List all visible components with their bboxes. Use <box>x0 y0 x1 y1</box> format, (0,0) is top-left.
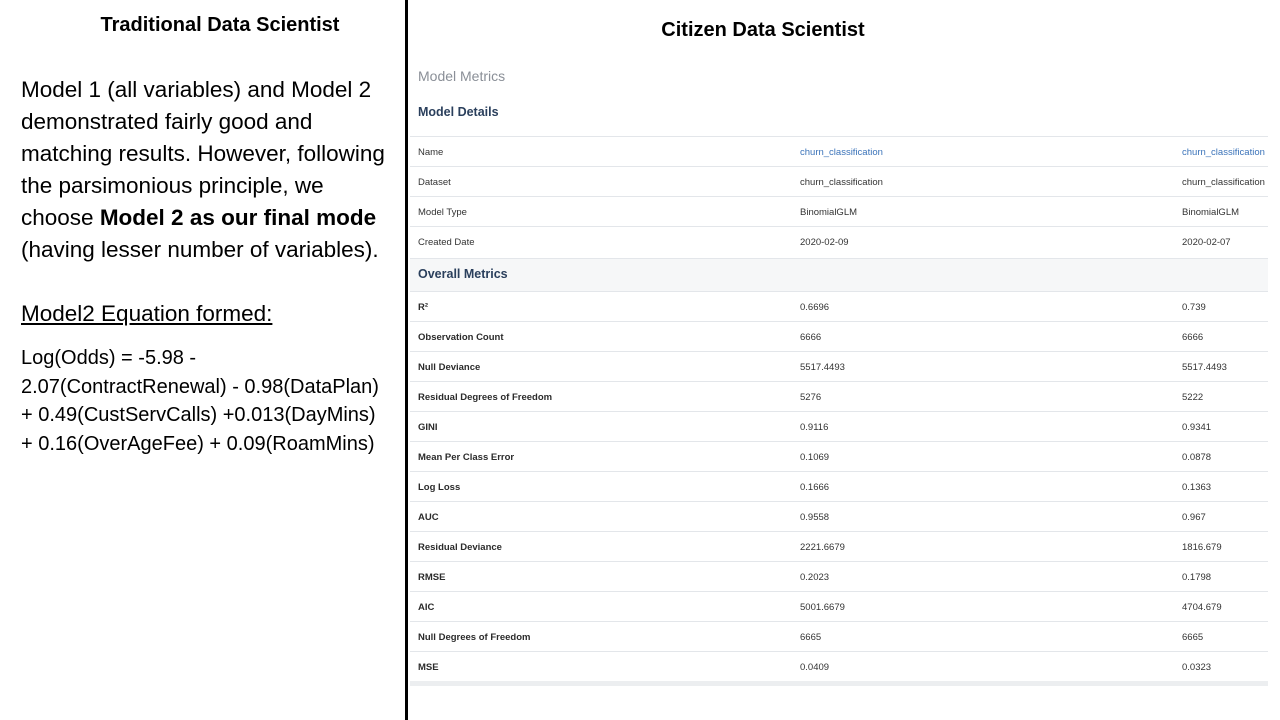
model-2-name-link[interactable]: churn_classification <box>1182 147 1265 158</box>
metric-row-residual-deviance <box>410 531 1268 562</box>
metric-row-r2 <box>410 291 1268 322</box>
model-1-value: 0.0409 <box>800 662 830 673</box>
conclusion-intro: Model 1 (all variables) and Model 2 demonstrated fairly good and matching results. However, following the parsimonious principle, we choose <box>21 77 385 230</box>
row-label: Name <box>418 147 444 158</box>
metric-row-null-deviance <box>410 351 1268 382</box>
row-label: Residual Deviance <box>418 542 502 553</box>
equation-text: Log(Odds) = -5.98 - 2.07(ContractRenewal) - 0.98(DataPlan) + 0.49(CustServCalls) +0.013(DayMins) + 0.16(OverAgeFee) + 0.09(RoamMins) <box>21 347 379 455</box>
model-1-value: 0.1069 <box>800 452 830 463</box>
traditional-title: Traditional Data Scientist <box>100 14 340 36</box>
details-row-created-date <box>410 226 1268 257</box>
model-1-value: 5001.6679 <box>800 602 845 613</box>
model-2-value: 6666 <box>1182 332 1204 343</box>
model-details-label: Model Details <box>418 105 499 119</box>
model-2-value: 0.0878 <box>1182 452 1212 463</box>
row-label: AUC <box>418 512 439 523</box>
model-1-value: 2020-02-09 <box>800 237 849 248</box>
metric-row-mean-per-class-error <box>410 441 1268 472</box>
model-1-name-link[interactable]: churn_classification <box>800 147 883 158</box>
row-label: Observation Count <box>418 332 504 343</box>
metric-row-log-loss <box>410 471 1268 502</box>
model-2-value: 2020-02-07 <box>1182 237 1231 248</box>
model-2-value: 0.967 <box>1182 512 1206 523</box>
traditional-text <box>21 74 391 458</box>
model-1-value: 0.1666 <box>800 482 830 493</box>
model-2-value: 6665 <box>1182 632 1204 643</box>
row-label: RMSE <box>418 572 446 583</box>
metric-row-observation-count <box>410 321 1268 352</box>
model-2-value: 0.0323 <box>1182 662 1212 673</box>
model-1-value: 5517.4493 <box>800 362 845 373</box>
row-label: Null Degrees of Freedom <box>418 632 531 643</box>
model-metrics-panel <box>410 62 1268 686</box>
row-label: Mean Per Class Error <box>418 452 515 463</box>
model-2-value: BinomialGLM <box>1182 207 1240 218</box>
details-row-model-type <box>410 196 1268 227</box>
model-2-value: 1816.679 <box>1182 542 1222 553</box>
row-label: GINI <box>418 422 438 433</box>
row-label: AIC <box>418 602 435 613</box>
overall-metrics-label: Overall Metrics <box>418 267 508 281</box>
model-1-value: 0.9116 <box>800 422 829 433</box>
conclusion-bold: Model 2 as our final mode <box>99 205 377 230</box>
model-2-value: 0.1363 <box>1182 482 1212 493</box>
model-2-value: 4704.679 <box>1182 602 1222 613</box>
equation-heading: Model2 Equation formed: <box>21 301 273 326</box>
row-label: Dataset <box>418 177 451 188</box>
metric-row-residual-dof <box>410 381 1268 412</box>
metric-row-null-dof <box>410 621 1268 652</box>
model-2-value: 5517.4493 <box>1182 362 1227 373</box>
model-1-value: 0.9558 <box>800 512 830 523</box>
panel-heading: Model Metrics <box>418 68 506 84</box>
model-2-value: 0.1798 <box>1182 572 1212 583</box>
row-label: Created Date <box>418 237 475 248</box>
metric-row-aic <box>410 591 1268 622</box>
model-2-value: 0.9341 <box>1182 422 1212 433</box>
row-label: Residual Degrees of Freedom <box>418 392 553 403</box>
conclusion-end: (having lesser number of variables). <box>21 237 379 262</box>
row-label: Log Loss <box>418 482 461 493</box>
row-label: Null Deviance <box>418 362 481 373</box>
metric-row-auc <box>410 501 1268 532</box>
metric-row-mse <box>410 651 1268 682</box>
details-row-name <box>410 136 1268 167</box>
metric-row-gini <box>410 411 1268 442</box>
paragraph-gap <box>21 266 391 298</box>
model-2-value: 5222 <box>1182 392 1204 403</box>
row-label: R² <box>418 302 429 313</box>
model-1-value: 6666 <box>800 332 822 343</box>
model-1-value: 2221.6679 <box>800 542 845 553</box>
model-2-value: churn_classification <box>1182 177 1265 188</box>
model-1-value: 0.6696 <box>800 302 830 313</box>
overall-metrics-band <box>410 258 1268 292</box>
traditional-panel <box>0 0 404 720</box>
panel-bottom-band <box>410 681 1268 686</box>
model-2-value: 0.739 <box>1182 302 1206 313</box>
row-label: MSE <box>418 662 439 673</box>
model-1-value: 5276 <box>800 392 822 403</box>
citizen-title: Citizen Data Scientist <box>661 19 865 41</box>
model-1-value: BinomialGLM <box>800 207 858 218</box>
row-label: Model Type <box>418 207 467 218</box>
vertical-divider <box>405 0 408 720</box>
conclusion-paragraph <box>21 74 391 266</box>
model-1-value: 6665 <box>800 632 822 643</box>
model-1-value: 0.2023 <box>800 572 830 583</box>
details-row-dataset <box>410 166 1268 197</box>
model-1-value: churn_classification <box>800 177 883 188</box>
metric-row-rmse <box>410 561 1268 592</box>
